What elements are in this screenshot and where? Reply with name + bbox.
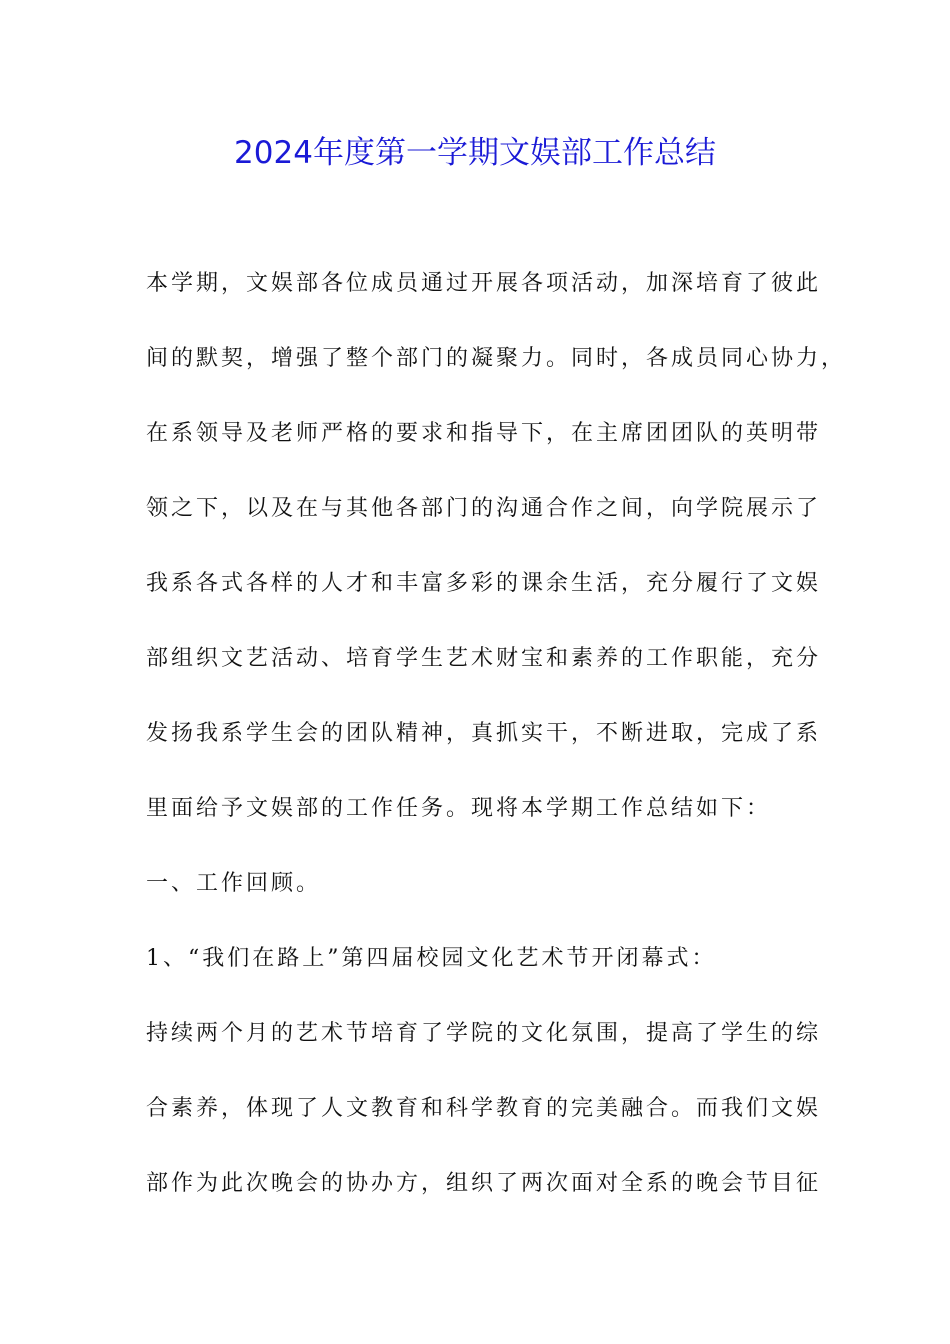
paragraph-line: 里面给予文娱部的工作任务。现将本学期工作总结如下： [146,796,772,821]
paragraph-line: 领之下，以及在与其他各部门的沟通合作之间，向学院展示了 [146,496,822,521]
paragraph-line: 部组织文艺活动、培育学生艺术财宝和素养的工作职能，充分 [146,646,822,671]
document-title: 2024年度第一学期文娱部工作总结 [234,135,716,171]
paragraph-line: 间的默契，增强了整个部门的凝聚力。同时，各成员同心协力， [146,346,847,371]
section-heading: 一、工作回顾。 [146,871,322,896]
paragraph-line: 合素养，体现了人文教育和科学教育的完美融合。而我们文娱 [146,1096,822,1121]
paragraph-line: 本学期，文娱部各位成员通过开展各项活动，加深培育了彼此 [146,271,822,296]
paragraph-line: 持续两个月的艺术节培育了学院的文化氛围，提高了学生的综 [146,1021,822,1046]
subsection-heading: 1、“我们在路上”第四届校园文化艺术节开闭幕式： [146,946,717,971]
paragraph-line: 发扬我系学生会的团队精神，真抓实干，不断进取，完成了系 [146,721,822,746]
paragraph-line: 在系领导及老师严格的要求和指导下，在主席团团队的英明带 [146,421,822,446]
paragraph-line: 部作为此次晚会的协办方，组织了两次面对全系的晚会节目征 [146,1171,822,1196]
paragraph-line: 我系各式各样的人才和丰富多彩的课余生活，充分履行了文娱 [146,571,822,596]
